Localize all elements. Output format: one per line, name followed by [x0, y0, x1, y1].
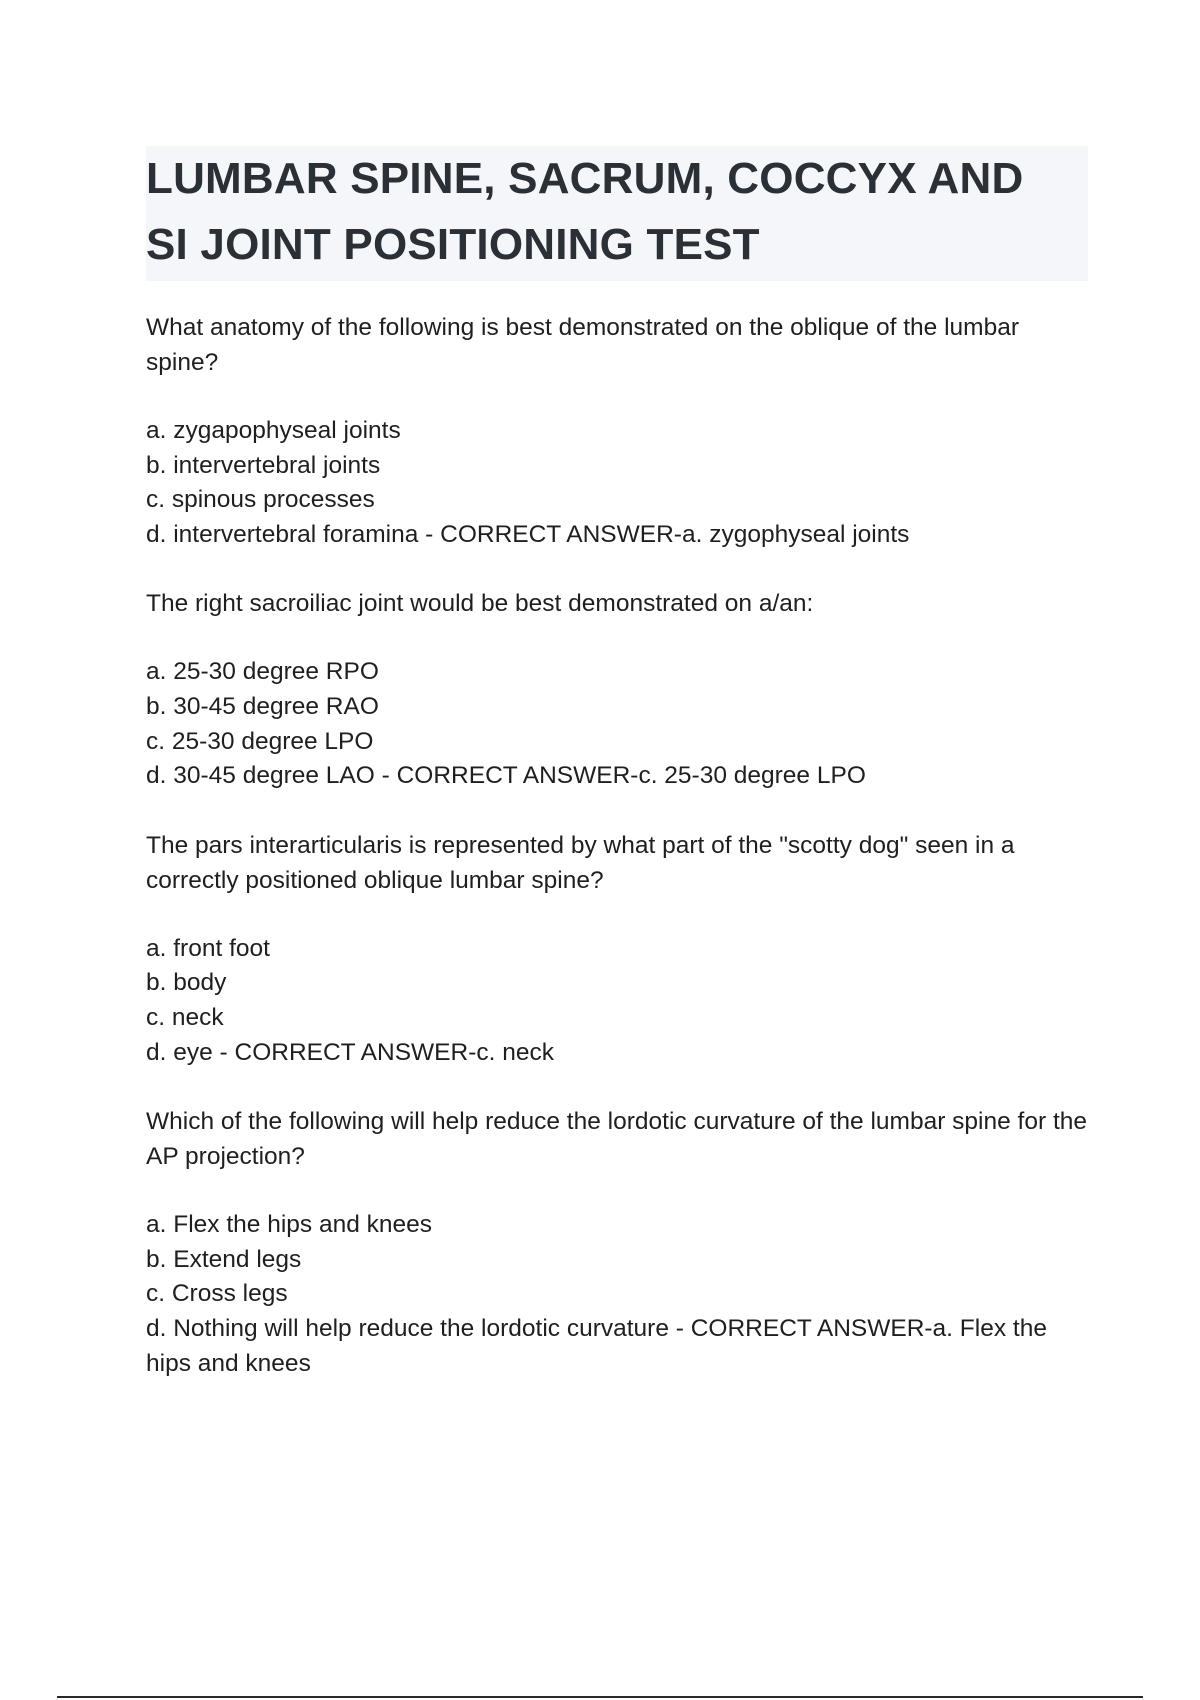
question-block-2 — [146, 586, 1088, 793]
footer-divider — [57, 1696, 1143, 1698]
option-d-with-answer: d. Nothing will help reduce the lordotic curvature - CORRECT ANSWER-a. Flex the hips and knees — [146, 1314, 1047, 1377]
option-d-with-answer: d. 30-45 degree LAO - CORRECT ANSWER-c. 25-30 degree LPO — [146, 762, 866, 790]
option-b: b. Extend legs — [146, 1245, 302, 1273]
question-text: The pars interarticularis is represented by what part of the "scotty dog" seen in a correctly positioned oblique lumbar spine? — [146, 831, 1015, 894]
question-text: Which of the following will help reduce the lordotic curvature of the lumbar spine for the AP projection? — [146, 1108, 1088, 1171]
option-list — [146, 414, 1088, 552]
option-d-with-answer: d. intervertebral foramina - CORRECT ANSWER-a. zygophyseal joints — [146, 520, 910, 548]
option-a: a. 25-30 degree RPO — [146, 658, 379, 686]
page-title-line-2: SI JOINT POSITIONING TEST — [146, 220, 760, 269]
option-list — [146, 655, 1088, 793]
question-block-3 — [146, 828, 1088, 1070]
option-c: c. 25-30 degree LPO — [146, 727, 374, 755]
option-c: c. Cross legs — [146, 1280, 288, 1308]
option-d-with-answer: d. eye - CORRECT ANSWER-c. neck — [146, 1038, 554, 1066]
question-block-4 — [146, 1104, 1088, 1381]
option-a: a. front foot — [146, 934, 270, 962]
option-b: b. intervertebral joints — [146, 451, 381, 479]
title-block — [146, 146, 1088, 281]
question-block-1 — [146, 310, 1088, 552]
option-list — [146, 1208, 1088, 1381]
question-text: What anatomy of the following is best demonstrated on the oblique of the lumbar spine? — [146, 314, 1019, 376]
option-b: b. 30-45 degree RAO — [146, 692, 379, 720]
option-b: b. body — [146, 969, 227, 997]
page-title-line-1: LUMBAR SPINE, SACRUM, COCCYX AND — [146, 154, 1024, 203]
option-a: a. Flex the hips and knees — [146, 1211, 433, 1239]
option-a: a. zygapophyseal joints — [146, 417, 401, 444]
question-list — [146, 310, 1088, 1415]
option-c: c. neck — [146, 1003, 224, 1031]
option-c: c. spinous processes — [146, 486, 375, 514]
option-list — [146, 932, 1088, 1070]
question-text: The right sacroiliac joint would be best demonstrated on a/an: — [146, 590, 814, 618]
